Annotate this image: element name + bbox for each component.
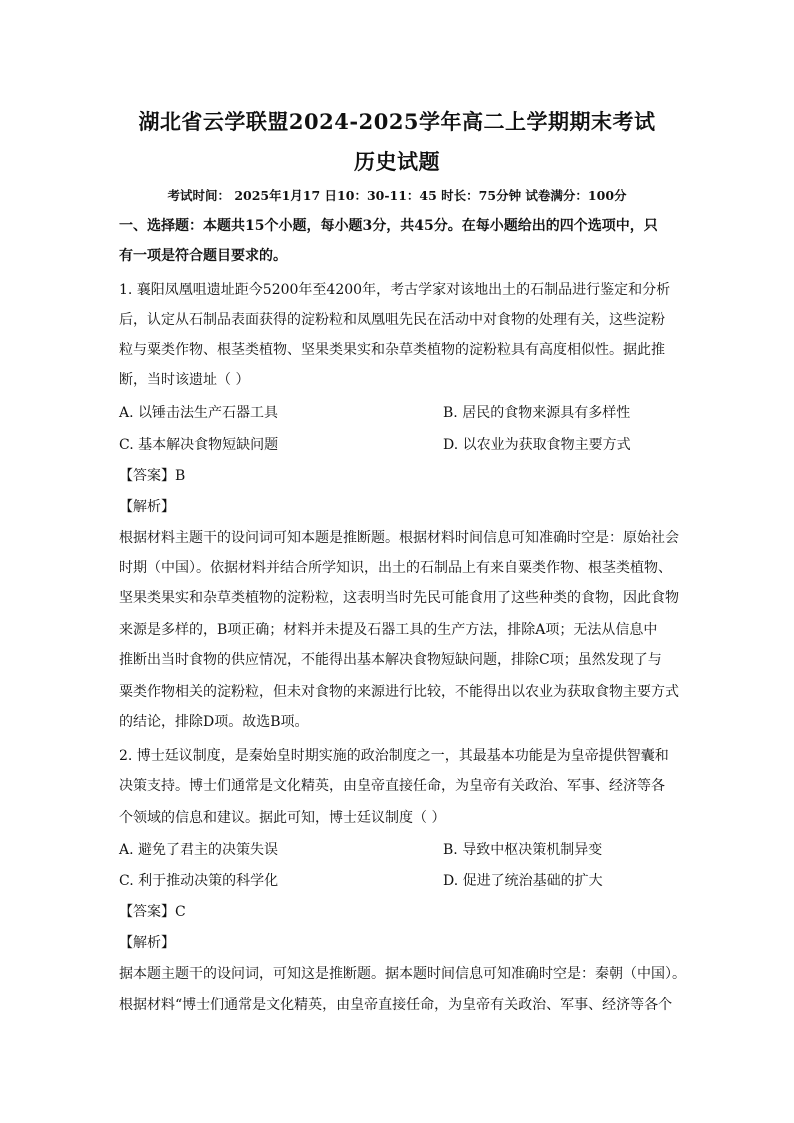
exam-title: 湖北省云学联盟2024-2025学年高二上学期期末考试 bbox=[138, 109, 656, 134]
q2-option-d: D. 促进了统治基础的扩大 bbox=[443, 873, 603, 889]
q1-option-a: A. 以锤击法生产石器工具 bbox=[119, 405, 279, 421]
q1-analysis-line-4: 来源是多样的，B项正确；材料并未提及石器工具的生产方法，排除A项；无法从信息中 bbox=[119, 622, 658, 638]
q1-analysis-line-2: 时期（中国）。依据材料并结合所学知识，出土的石制品上有来自粟类作物、根茎类植物、 bbox=[119, 560, 672, 576]
q1-analysis-line-6: 粟类作物相关的淀粉粒，但未对食物的来源进行比较，不能得出以农业为获取食物主要方式 bbox=[119, 684, 679, 700]
q2-analysis-line-2: 根据材料“博士们通常是文化精英，由皇帝直接任命，为皇帝有关政治、军事、经济等各个 bbox=[119, 997, 673, 1013]
exam-subject: 历史试题 bbox=[354, 149, 440, 174]
section-heading-line-1: 一、选择题：本题共15个小题，每小题3分，共45分。在每小题给出的四个选项中，只 bbox=[119, 218, 658, 234]
q1-option-c: C. 基本解决食物短缺问题 bbox=[119, 437, 279, 453]
q1-stem-line-4: 断，当时该遗址（ ） bbox=[119, 372, 250, 388]
q1-option-b: B. 居民的食物来源具有多样性 bbox=[443, 405, 631, 421]
section-heading-line-2: 有一项是符合题目要求的。 bbox=[119, 248, 287, 264]
q2-analysis-line-1: 据本题主题干的设问词，可知这是推断题。据本题时间信息可知准确时空是：秦朝（中国）。 bbox=[119, 966, 686, 982]
q2-stem-line-2: 决策支持。博士们通常是文化精英，由皇帝直接任命，为皇帝有关政治、军事、经济等各 bbox=[119, 778, 665, 794]
q1-answer: 【答案】B bbox=[119, 468, 186, 484]
q1-stem-line-1: 1. 襄阳凤凰咀遗址距今5200年至4200年，考古学家对该地出土的石制品进行鉴定和分析 bbox=[119, 282, 671, 298]
exam-info: 考试时间： 2025年1月17 日10：30-11：45 时长：75分钟 试卷满分：100分 bbox=[167, 188, 627, 203]
q2-stem-line-3: 个领域的信息和建议。据此可知，博士廷议制度（ ） bbox=[119, 810, 446, 826]
q1-analysis-line-5: 推断出当时食物的供应情况，不能得出基本解决食物短缺问题，排除C项；虽然发现了与 bbox=[119, 652, 662, 668]
q2-option-a: A. 避免了君主的决策失误 bbox=[119, 842, 279, 858]
q2-stem-line-1: 2. 博士廷议制度，是秦始皇时期实施的政治制度之一，其最基本功能是为皇帝提供智囊和 bbox=[119, 748, 669, 764]
q1-option-d: D. 以农业为获取食物主要方式 bbox=[443, 437, 631, 453]
q2-analysis-label: 【解析】 bbox=[119, 935, 175, 951]
q1-analysis-label: 【解析】 bbox=[119, 499, 175, 515]
q1-stem-line-2: 后，认定从石制品表面获得的淀粉粒和凤凰咀先民在活动中对食物的处理有关，这些淀粉 bbox=[119, 312, 665, 328]
q1-analysis-line-7: 的结论，排除D项。故选B项。 bbox=[119, 714, 309, 730]
q2-option-c: C. 利于推动决策的科学化 bbox=[119, 873, 279, 889]
q1-analysis-line-3: 坚果类果实和杂草类植物的淀粉粒，这表明当时先民可能食用了这些种类的食物，因此食物 bbox=[119, 590, 679, 606]
q1-analysis-line-1: 根据材料主题干的设问词可知本题是推断题。根据材料时间信息可知准确时空是：原始社会 bbox=[119, 530, 679, 546]
q1-stem-line-3: 粒与粟类作物、根茎类植物、坚果类果实和杂草类植物的淀粉粒具有高度相似性。据此推 bbox=[119, 342, 665, 358]
q2-answer: 【答案】C bbox=[119, 904, 186, 920]
q2-option-b: B. 导致中枢决策机制异变 bbox=[443, 842, 603, 858]
